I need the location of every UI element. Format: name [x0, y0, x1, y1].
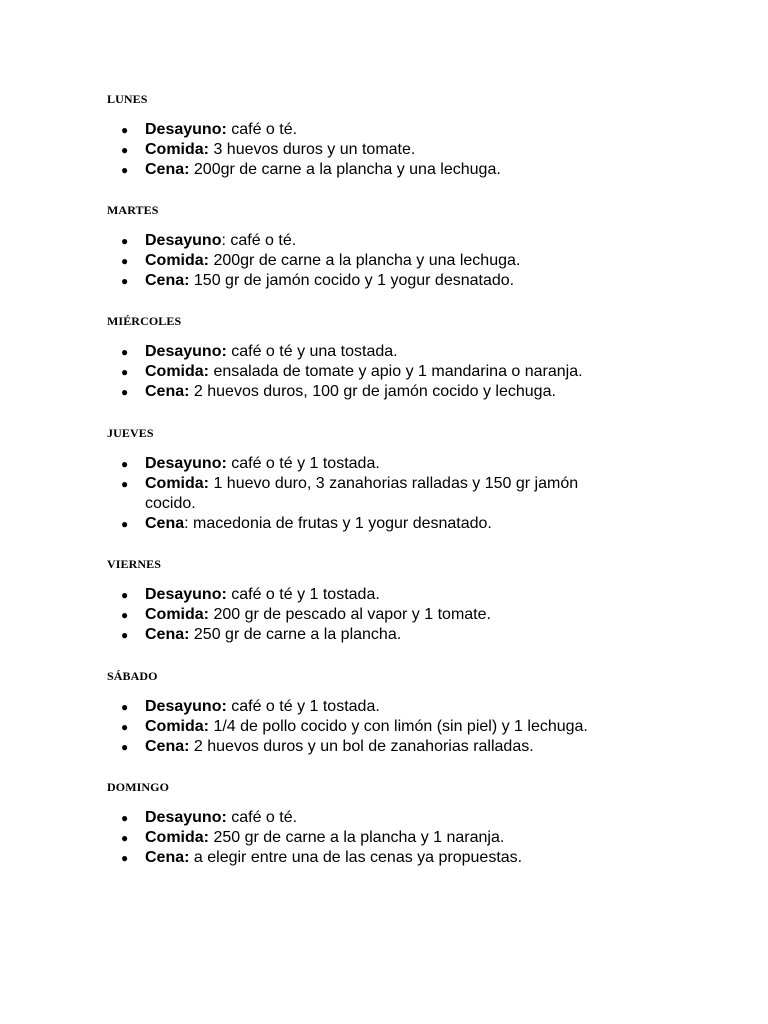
meal-label: Comida: — [145, 141, 209, 158]
bullet-icon: ● — [121, 143, 129, 157]
day-title: LUNES — [107, 92, 148, 106]
meal-label: Cena: — [145, 272, 190, 289]
meal-text: 200gr de carne a la plancha y una lechuga. — [189, 161, 501, 178]
meal-label: Cena: — [145, 383, 190, 400]
meal-label: Desayuno — [145, 232, 222, 249]
meal-text: café o té y 1 tostada. — [226, 586, 380, 603]
list-item — [107, 231, 645, 251]
meal-text: café o té y 1 tostada. — [226, 455, 380, 472]
meal-text: 3 huevos duros y un tomate. — [209, 141, 416, 158]
day-section-viernes — [107, 557, 727, 643]
meal-label: Cena — [145, 515, 185, 532]
bullet-icon: ● — [121, 345, 129, 359]
bullet-icon: ● — [121, 123, 129, 137]
meal-label: Cena: — [145, 738, 190, 755]
day-section-lunes — [107, 92, 727, 178]
meal-label: Desayuno: — [145, 698, 227, 715]
meal-text: 250 gr de carne a la plancha. — [189, 626, 402, 643]
day-title: SÁBADO — [107, 669, 158, 683]
meal-label: Desayuno: — [145, 809, 227, 826]
bullet-icon: ● — [121, 700, 129, 714]
bullet-icon: ● — [121, 628, 129, 642]
day-section-sabado — [107, 669, 727, 755]
list-item — [107, 514, 645, 534]
meal-text: 150 gr de jamón cocido y 1 yogur desnatado. — [189, 272, 515, 289]
meal-text: 200gr de carne a la plancha y una lechuga. — [209, 252, 521, 269]
meal-label: Desayuno: — [145, 343, 227, 360]
list-item — [107, 160, 645, 180]
day-title: DOMINGO — [107, 780, 170, 794]
bullet-icon: ● — [121, 517, 129, 531]
meal-label: Cena: — [145, 626, 190, 643]
meal-label: Comida: — [145, 475, 209, 492]
bullet-icon: ● — [121, 254, 129, 268]
meal-text: café o té. — [226, 121, 298, 138]
meal-label: Desayuno: — [145, 455, 227, 472]
meal-list — [107, 585, 727, 645]
list-item — [107, 362, 645, 382]
meal-label: Desayuno: — [145, 121, 227, 138]
list-item — [107, 625, 645, 645]
day-section-jueves — [107, 426, 727, 532]
meal-text: 200 gr de pescado al vapor y 1 tomate. — [209, 606, 491, 623]
bullet-icon: ● — [121, 457, 129, 471]
bullet-icon: ● — [121, 831, 129, 845]
list-item — [107, 474, 615, 514]
meal-label: Comida: — [145, 363, 209, 380]
list-item — [107, 585, 645, 605]
meal-label: Comida: — [145, 829, 209, 846]
bullet-icon: ● — [121, 588, 129, 602]
meal-list — [107, 120, 727, 180]
list-item — [107, 808, 645, 828]
meal-text: café o té y 1 tostada. — [226, 698, 380, 715]
list-item — [107, 848, 645, 868]
list-item — [107, 342, 645, 362]
list-item — [107, 828, 645, 848]
meal-list — [107, 697, 727, 757]
meal-list — [107, 231, 727, 291]
meal-text: 2 huevos duros y un bol de zanahorias ralladas. — [189, 738, 534, 755]
day-section-martes — [107, 203, 727, 289]
meal-label: Comida: — [145, 252, 209, 269]
bullet-icon: ● — [121, 365, 129, 379]
meal-text: a elegir entre una de las cenas ya propuestas. — [189, 849, 523, 866]
bullet-icon: ● — [121, 720, 129, 734]
list-item — [107, 120, 645, 140]
meal-label: Desayuno: — [145, 586, 227, 603]
meal-text: 250 gr de carne a la plancha y 1 naranja. — [209, 829, 505, 846]
list-item — [107, 251, 645, 271]
list-item — [107, 605, 645, 625]
list-item — [107, 717, 645, 737]
day-title: VIERNES — [107, 557, 162, 571]
bullet-icon: ● — [121, 608, 129, 622]
meal-text: 2 huevos duros, 100 gr de jamón cocido y lechuga. — [189, 383, 556, 400]
bullet-icon: ● — [121, 851, 129, 865]
meal-label: Cena: — [145, 849, 190, 866]
meal-text: café o té. — [226, 809, 298, 826]
day-section-domingo — [107, 780, 727, 866]
meal-list — [107, 454, 727, 534]
meal-list — [107, 342, 727, 402]
list-item — [107, 140, 645, 160]
bullet-icon: ● — [121, 234, 129, 248]
meal-list — [107, 808, 727, 868]
day-title: MIÉRCOLES — [107, 314, 182, 328]
meal-label: Comida: — [145, 606, 209, 623]
day-title: MARTES — [107, 203, 159, 217]
meal-text: : café o té. — [221, 232, 297, 249]
list-item — [107, 382, 645, 402]
day-section-miercoles — [107, 314, 727, 400]
list-item — [107, 454, 645, 474]
meal-label: Cena: — [145, 161, 190, 178]
list-item — [107, 697, 645, 717]
meal-text: 1/4 de pollo cocido y con limón (sin piel) y 1 lechuga. — [209, 718, 588, 735]
list-item — [107, 737, 645, 757]
meal-label: Comida: — [145, 718, 209, 735]
meal-text: 1 huevo duro, 3 zanahorias ralladas y 150 gr jamón cocido. — [145, 475, 579, 512]
bullet-icon: ● — [121, 477, 129, 491]
list-item — [107, 271, 645, 291]
bullet-icon: ● — [121, 385, 129, 399]
bullet-icon: ● — [121, 740, 129, 754]
bullet-icon: ● — [121, 811, 129, 825]
meal-text: : macedonia de frutas y 1 yogur desnatado. — [184, 515, 492, 532]
day-title: JUEVES — [107, 426, 154, 440]
bullet-icon: ● — [121, 163, 129, 177]
meal-text: café o té y una tostada. — [226, 343, 398, 360]
bullet-icon: ● — [121, 274, 129, 288]
meal-text: ensalada de tomate y apio y 1 mandarina o naranja. — [209, 363, 583, 380]
